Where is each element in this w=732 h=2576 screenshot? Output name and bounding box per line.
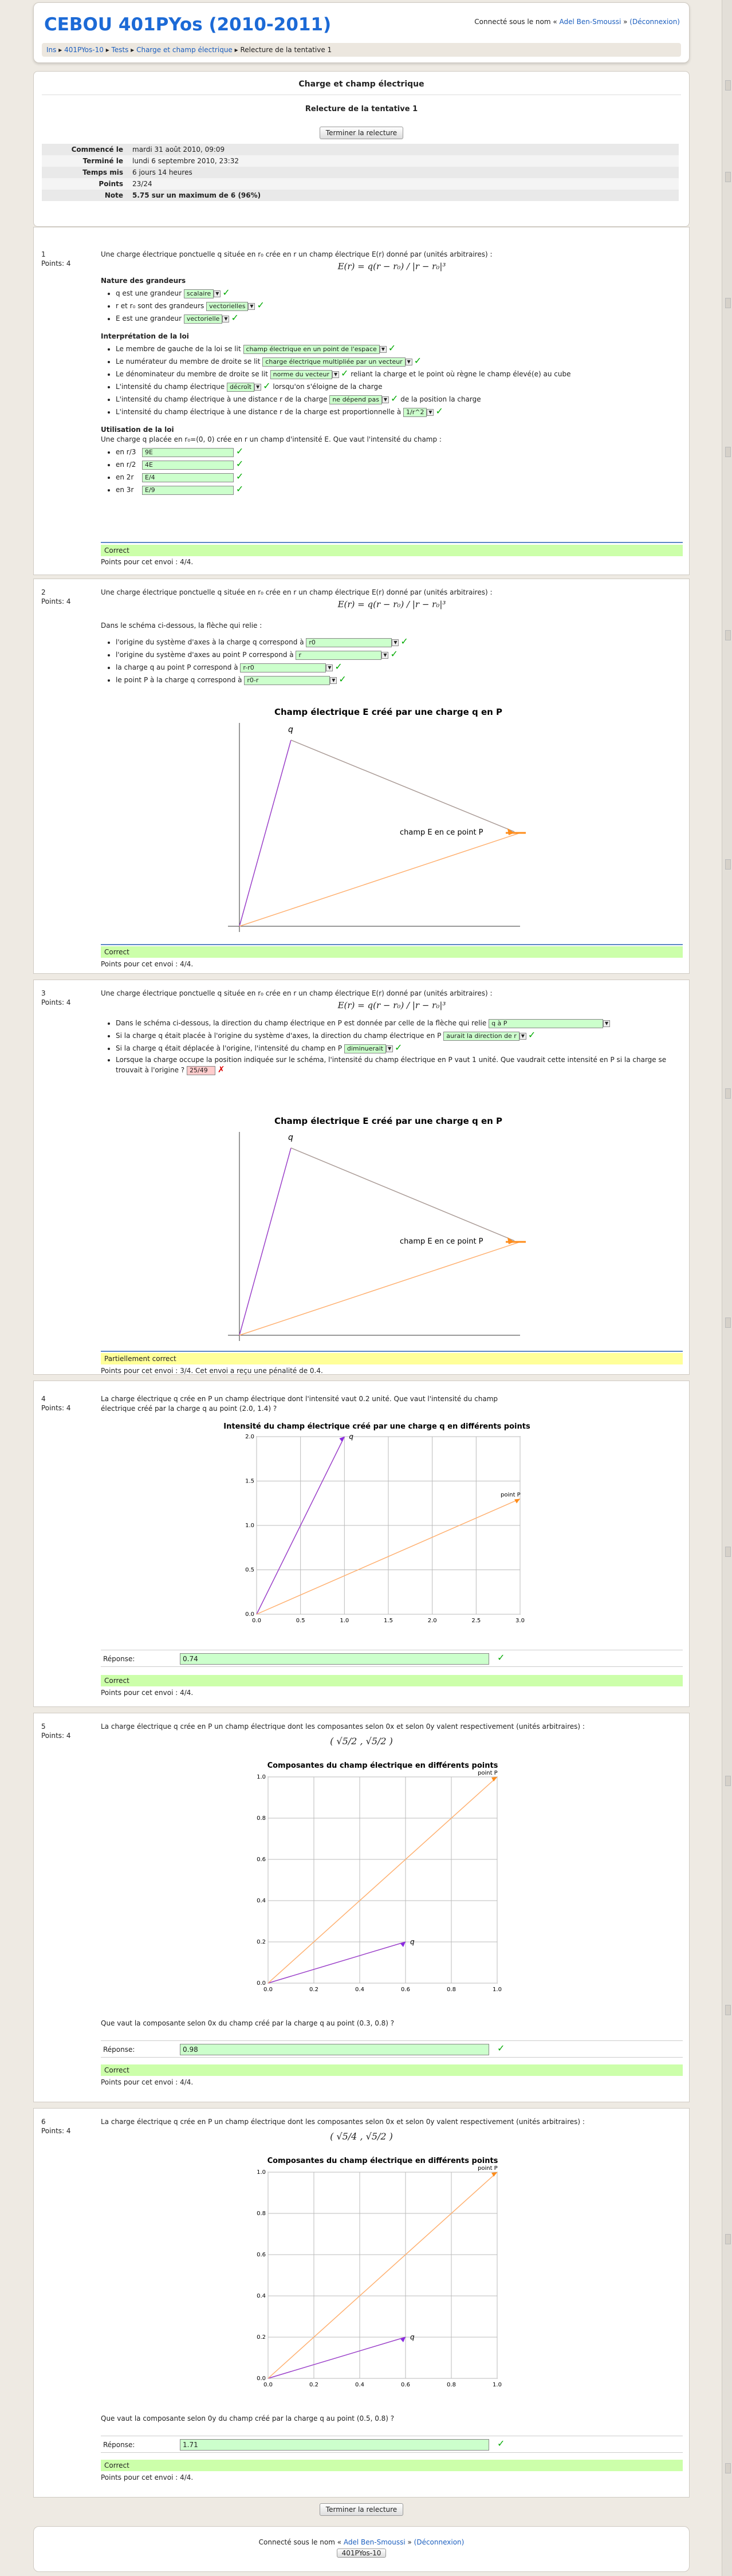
item-text: de la position la charge <box>400 395 481 403</box>
field-diagram-q3 <box>217 1115 560 1344</box>
summary-box <box>33 71 690 227</box>
component-x: √5/2 <box>336 1736 357 1747</box>
check-icon: ✓ <box>435 406 443 416</box>
answer-row <box>101 2040 683 2058</box>
y-tick-label: 0.2 <box>257 2334 266 2341</box>
list-item <box>116 288 683 298</box>
component-x: √5/4 <box>336 2131 357 2142</box>
arrow-r0 <box>239 740 291 926</box>
answer-select[interactable]: r <box>296 651 381 660</box>
list-item <box>116 649 683 660</box>
item-text: L'intensité du champ électrique <box>116 383 225 391</box>
label-q: q <box>288 725 293 734</box>
field-components-chart <box>217 2156 537 2397</box>
list-item <box>116 1043 683 1053</box>
check-icon: ✓ <box>334 661 343 672</box>
check-icon: ✓ <box>235 446 244 457</box>
summary-value: lundi 6 septembre 2010, 23:32 <box>132 157 239 165</box>
divider <box>101 1351 683 1352</box>
list-item <box>116 1030 683 1041</box>
review-title: Relecture de la tentative 1 <box>305 105 418 113</box>
question-points: Points: 4 <box>41 2127 71 2135</box>
chevron-down-icon[interactable]: ▼ <box>392 639 399 646</box>
answer-select[interactable]: q à P <box>489 1019 603 1028</box>
chevron-down-icon[interactable]: ▼ <box>254 384 261 391</box>
chevron-down-icon[interactable]: ▼ <box>380 346 387 353</box>
question-number: 4 <box>41 1395 46 1403</box>
divider <box>101 944 683 945</box>
label-q: q <box>410 1938 415 1946</box>
answer-row <box>101 1650 683 1667</box>
list-item <box>116 471 683 482</box>
y-tick-label: 0.4 <box>257 1898 266 1904</box>
question-intro: Une charge électrique ponctuelle q située en r₀ crée en r un champ électrique E(r) donné par (unités arbitraires) : <box>101 250 493 258</box>
chevron-down-icon[interactable]: ▼ <box>214 290 221 297</box>
item-text: la charge q au point P correspond à <box>116 663 238 671</box>
site-title: CEBOU 401PYos (2010-2011) <box>44 14 332 35</box>
y-tick-label: 0.6 <box>257 2252 266 2258</box>
question-text: La charge électrique q crée en P un champ électrique dont les composantes selon 0x et selon 0y valent respectivement (unités arbitraires) : <box>101 2118 585 2126</box>
question-number-area <box>41 250 71 268</box>
item-text: Si la charge q était placée à l'origine du système d'axes, la direction du champ électrique en P <box>116 1032 442 1040</box>
x-tick-label: 0.8 <box>447 1987 456 1993</box>
question-number: 5 <box>41 1722 46 1731</box>
question-6 <box>33 2108 690 2498</box>
schema-text: Dans le schéma ci-dessous, la flèche qui relie : <box>101 622 262 630</box>
answer-select[interactable]: norme du vecteur <box>270 370 332 379</box>
x-tick-label: 0.6 <box>401 1987 410 1993</box>
check-icon: ✓ <box>263 380 271 391</box>
x-tick-label: 0.6 <box>401 2382 410 2388</box>
x-tick-label: 0.0 <box>263 1987 273 1993</box>
breadcrumb-tests[interactable]: Tests <box>111 46 129 54</box>
x-tick-label: 0.4 <box>355 2382 364 2388</box>
label-P: champ E en ce point P <box>400 828 483 837</box>
check-icon: ✓ <box>395 1042 403 1053</box>
answer-select[interactable]: aurait la direction de r <box>443 1032 520 1041</box>
breadcrumb-course[interactable]: 401PYos-10 <box>64 46 104 54</box>
x-tick-label: 0.5 <box>296 1618 305 1624</box>
finish-review-button-top[interactable]: Terminer la relecture <box>320 127 403 139</box>
chevron-down-icon[interactable]: ▼ <box>381 652 388 659</box>
answer-input[interactable]: 4E <box>142 461 234 470</box>
list-item <box>116 459 683 470</box>
y-tick-label: 0.2 <box>257 1939 266 1945</box>
label-q: q <box>349 1433 353 1441</box>
x-tick-label: 0.8 <box>447 2382 456 2388</box>
answer-input[interactable]: 1.71 <box>180 2439 489 2451</box>
item-text: q est une grandeur <box>116 289 182 297</box>
x-tick-label: 2.5 <box>471 1618 481 1624</box>
breadcrumb-quiz[interactable]: Charge et champ électrique <box>136 46 233 54</box>
check-icon: ✓ <box>235 483 244 494</box>
question-number: 3 <box>41 989 46 997</box>
arrow-r <box>239 833 520 926</box>
question-3 <box>33 980 690 1375</box>
vector-components: ( √5/2 , √5/2 ) <box>330 1736 393 1747</box>
y-tick-label: 1.0 <box>245 1523 254 1529</box>
marks: Points pour cet envoi : 3/4. Cet envoi a reçu une pénalité de 0.4. <box>101 1367 323 1375</box>
y-tick-label: 0.6 <box>257 1857 266 1863</box>
item-text: l'origine du système d'axes au point P correspond à <box>116 651 294 659</box>
y-tick-label: 2.0 <box>245 1434 254 1440</box>
label-q: q <box>410 2333 415 2341</box>
item-text: r et r₀ sont des grandeurs <box>116 302 204 310</box>
item-text: reliant la charge et le point où règne le champ élevé(e) au cube <box>351 370 571 378</box>
question-content <box>101 989 683 1077</box>
feedback-correct: Correct <box>101 545 683 556</box>
chevron-down-icon[interactable]: ▼ <box>326 664 333 671</box>
chevron-down-icon[interactable]: ▼ <box>332 371 339 378</box>
answer-input[interactable]: 0.98 <box>180 2044 489 2055</box>
summary-table <box>42 144 679 201</box>
check-icon: ✓ <box>257 300 265 310</box>
field-intensity-chart <box>217 1422 537 1639</box>
check-icon: ✓ <box>497 2043 505 2054</box>
list-item <box>116 356 683 367</box>
item-text: Le numérateur du membre de droite se lit <box>116 357 261 365</box>
breadcrumb-ins[interactable]: Ins <box>46 46 57 54</box>
logout-link[interactable]: (Déconnexion) <box>629 18 680 26</box>
label-P: champ E en ce point P <box>400 1237 483 1246</box>
answer-select[interactable]: décroît <box>227 383 254 392</box>
footer-user-link[interactable]: Adel Ben-Smoussi <box>343 2538 406 2546</box>
summary-value: 23/24 <box>132 180 152 188</box>
field-components-chart <box>217 1761 537 2001</box>
list-item <box>116 368 683 379</box>
item-text: l'origine du système d'axes à la charge q correspond à <box>116 638 304 646</box>
answer-select[interactable]: r0 <box>306 638 392 647</box>
x-tick-label: 0.0 <box>252 1618 261 1624</box>
right-scroll-strip[interactable] <box>722 0 732 2576</box>
chevron-down-icon[interactable]: ▼ <box>222 316 229 323</box>
footer-login: Connecté sous le nom « Adel Ben-Smoussi » (Déconnexion) <box>258 2538 465 2546</box>
answer-input[interactable]: 25/49 <box>187 1066 215 1075</box>
check-icon: ✓ <box>388 343 396 353</box>
question-points: Points: 4 <box>41 259 71 268</box>
marks: Points pour cet envoi : 4/4. <box>101 558 194 566</box>
item-text: Le membre de gauche de la loi se lit <box>116 345 241 353</box>
item-text: Lorsque la charge occupe la position indiquée sur le schéma, l'intensité du champ électrique en P vaut 1 unité. Que vaudrait cette intensité en P si la charge se trouvait à l'origine ? <box>116 1056 667 1074</box>
footer-logout-link[interactable]: (Déconnexion) <box>414 2538 465 2546</box>
x-tick-label: 3.0 <box>515 1618 525 1624</box>
divider <box>101 542 683 543</box>
answer-select[interactable]: champ électrique en un point de l'espace <box>243 345 380 354</box>
arrow-r-r0 <box>291 740 514 832</box>
y-tick-label: 0.0 <box>257 1980 266 1987</box>
x-tick-label: 1.0 <box>493 2382 502 2388</box>
question-number: 6 <box>41 2118 46 2126</box>
chart-title: Intensité du champ électrique créé par une charge q en différents points <box>223 1422 530 1431</box>
chevron-down-icon[interactable]: ▼ <box>406 359 412 365</box>
use-intro: Une charge q placée en r₀=(0, 0) crée en r un champ d'intensité E. Que vaut l'intensité du champ : <box>101 435 442 443</box>
answer-select[interactable]: 1/r^2 <box>403 408 427 417</box>
question-4 <box>33 1381 690 1707</box>
question-text: La charge électrique q crée en P un champ électrique dont l'intensité vaut 0.2 unité. Que vaut l'intensité du champ électrique créé par la charge q au point (2.0, 1.4) ? <box>101 1395 498 1413</box>
chevron-down-icon[interactable]: ▼ <box>248 303 255 310</box>
item-text: en r/3 <box>116 448 136 456</box>
list-item <box>116 381 683 392</box>
list-item <box>116 313 683 324</box>
check-icon: ✓ <box>390 393 399 404</box>
chevron-down-icon[interactable]: ▼ <box>330 677 337 684</box>
component-y: √5/2 <box>365 2131 387 2142</box>
x-tick-label: 2.0 <box>427 1618 437 1624</box>
check-icon: ✓ <box>497 1652 505 1663</box>
question-intro: Une charge électrique ponctuelle q située en r₀ crée en r un champ électrique E(r) donné par (unités arbitraires) : <box>101 989 493 997</box>
x-tick-label: 0.4 <box>355 1987 364 1993</box>
answer-select[interactable]: r-r0 <box>240 663 326 672</box>
chevron-down-icon[interactable]: ▼ <box>382 396 389 403</box>
list-item <box>116 1018 683 1028</box>
feedback-correct: Correct <box>101 1675 683 1686</box>
page-title: Charge et champ électrique <box>298 80 424 89</box>
question-number: 2 <box>41 588 46 596</box>
breadcrumb: Ins ▸ 401PYos-10 ▸ Tests ▸ Charge et champ électrique ▸ Relecture de la tentative 1 <box>42 43 681 57</box>
item-text: L'intensité du champ électrique à une distance r de la charge <box>116 395 328 403</box>
formula: E(r) = q(r − r₀) / |r − r₀|³ <box>337 261 446 272</box>
label-P: point P <box>478 2165 498 2172</box>
x-tick-label: 0.2 <box>309 2382 318 2388</box>
login-info: Connecté sous le nom « Adel Ben-Smoussi » (Déconnexion) <box>474 18 680 26</box>
section-heading: Nature des grandeurs <box>101 277 186 285</box>
question-5 <box>33 1713 690 2102</box>
answer-row <box>101 2436 683 2453</box>
sub-question: Que vaut la composante selon 0y du champ créé par la charge q au point (0.5, 0.8) ? <box>101 2414 395 2422</box>
component-y: √5/2 <box>365 1736 387 1747</box>
chevron-down-icon[interactable]: ▼ <box>603 1020 610 1027</box>
y-tick-label: 0.5 <box>245 1567 254 1574</box>
x-tick-label: 1.0 <box>493 1987 502 1993</box>
feedback-correct: Correct <box>101 2460 683 2471</box>
section-heading: Utilisation de la loi <box>101 426 174 434</box>
question-number: 1 <box>41 250 46 258</box>
answer-select[interactable]: diminuerait <box>344 1044 386 1053</box>
chevron-down-icon[interactable]: ▼ <box>520 1033 526 1040</box>
x-tick-label: 1.0 <box>340 1618 349 1624</box>
answer-input[interactable]: 9E <box>142 448 234 457</box>
list-item <box>116 446 683 457</box>
list-item <box>116 343 683 354</box>
list-item <box>116 300 683 311</box>
answer-select[interactable]: vectorielle <box>184 314 223 324</box>
feedback-correct: Correct <box>101 2064 683 2076</box>
finish-review-button-bottom[interactable]: Terminer la relecture <box>320 2503 403 2516</box>
x-tick-label: 1.5 <box>384 1618 393 1624</box>
answer-label: Réponse: <box>103 1655 135 1663</box>
footer-course-button[interactable]: 401PYos-10 <box>337 2549 387 2558</box>
question-content <box>101 250 683 497</box>
page-header <box>33 2 690 63</box>
y-tick-label: 0.4 <box>257 2293 266 2299</box>
item-text: en 3r <box>116 486 134 494</box>
y-tick-label: 0.0 <box>245 1611 254 1618</box>
question-number-area <box>41 1394 71 1413</box>
field-diagram-q2 <box>217 706 560 935</box>
breadcrumb-current: Relecture de la tentative 1 <box>240 46 332 54</box>
y-tick-label: 1.0 <box>257 1774 266 1780</box>
list-item <box>116 1055 683 1075</box>
user-link[interactable]: Adel Ben-Smoussi <box>559 18 621 26</box>
question-1 <box>33 227 690 575</box>
marks: Points pour cet envoi : 4/4. <box>101 2473 194 2481</box>
answer-input[interactable]: 0.74 <box>180 1653 489 1665</box>
item-text: lorsqu'on s'éloigne de la charge <box>273 383 383 391</box>
question-points: Points: 4 <box>41 1404 71 1412</box>
item-text: E est une grandeur <box>116 314 182 323</box>
item-text: Si la charge q était déplacée à l'origine, l'intensité du champ en P <box>116 1044 343 1052</box>
vector-components: ( √5/4 , √5/2 ) <box>330 2131 393 2142</box>
y-tick-label: 1.0 <box>257 2169 266 2176</box>
cross-icon: ✗ <box>217 1064 225 1075</box>
sub-question: Que vaut la composante selon 0x du champ créé par la charge q au point (0.3, 0.8) ? <box>101 2019 395 2027</box>
answer-select[interactable]: ne dépend pas <box>329 395 382 404</box>
answer-select[interactable]: charge électrique multipliée par un vecteur <box>262 357 405 367</box>
list-item <box>116 636 683 647</box>
summary-value: 6 jours 14 heures <box>132 168 192 176</box>
summary-value: 5.75 sur un maximum de 6 (96%) <box>132 191 261 199</box>
label-P: point P <box>501 1492 521 1499</box>
question-number-area <box>41 588 71 606</box>
list-item <box>116 484 683 495</box>
check-icon: ✓ <box>222 287 230 298</box>
answer-select[interactable]: vectorielles <box>206 302 248 311</box>
question-intro: Une charge électrique ponctuelle q située en r₀ crée en r un champ électrique E(r) donné par (unités arbitraires) : <box>101 588 493 596</box>
marks: Points pour cet envoi : 4/4. <box>101 2078 194 2086</box>
y-tick-label: 1.5 <box>245 1478 254 1485</box>
check-icon: ✓ <box>390 648 398 659</box>
summary-label: Temps mis <box>82 168 123 176</box>
answer-input[interactable]: E/9 <box>142 486 234 495</box>
item-text: en r/2 <box>116 461 136 469</box>
list-item <box>116 406 683 417</box>
x-tick-label: 0.0 <box>263 2382 273 2388</box>
chart-title: Champ électrique E créé par une charge q en P <box>274 1116 503 1126</box>
question-number-area <box>41 989 71 1007</box>
arrow-r <box>239 1242 520 1335</box>
summary-label: Note <box>104 191 123 199</box>
question-text: La charge électrique q crée en P un champ électrique dont les composantes selon 0x et selon 0y valent respectivement (unités arbitraires) : <box>101 1722 585 1731</box>
check-icon: ✓ <box>414 355 422 366</box>
summary-label: Commencé le <box>71 145 123 154</box>
list-item <box>116 662 683 672</box>
feedback-correct: Correct <box>101 946 683 958</box>
arrow-r0 <box>239 1148 291 1335</box>
check-icon: ✓ <box>231 312 239 323</box>
answer-select[interactable]: scalaire <box>184 289 214 298</box>
summary-label: Terminé le <box>82 157 123 165</box>
y-tick-label: 0.8 <box>257 1815 266 1822</box>
check-icon: ✓ <box>235 458 244 469</box>
formula: E(r) = q(r − r₀) / |r − r₀|³ <box>337 599 446 609</box>
label-P: point P <box>478 1770 498 1776</box>
section-heading: Interprétation de la loi <box>101 332 189 340</box>
question-points: Points: 4 <box>41 998 71 1006</box>
answer-input[interactable]: E/4 <box>142 473 234 482</box>
check-icon: ✓ <box>339 674 347 685</box>
x-tick-label: 0.2 <box>309 1987 318 1993</box>
answer-select[interactable]: r0-r <box>244 676 330 685</box>
label-q: q <box>288 1133 293 1142</box>
item-text: en 2r <box>116 473 134 481</box>
item-text: Dans le schéma ci-dessous, la direction du champ électrique en P est donnée par celle de la flèche qui relie <box>116 1019 487 1027</box>
y-tick-label: 0.0 <box>257 2376 266 2382</box>
feedback-partial: Partiellement correct <box>101 1353 683 1364</box>
question-points: Points: 4 <box>41 1732 71 1740</box>
item-text: Le dénominateur du membre de droite se lit <box>116 370 268 378</box>
chart-title: Composantes du champ électrique en différents points <box>267 2157 498 2165</box>
check-icon: ✓ <box>341 368 349 379</box>
question-2 <box>33 579 690 974</box>
list-item <box>116 394 683 404</box>
question-content <box>101 588 683 687</box>
check-icon: ✓ <box>400 636 408 647</box>
item-text: L'intensité du champ électrique à une distance r de la charge est proportionnelle à <box>116 408 402 416</box>
question-points: Points: 4 <box>41 597 71 605</box>
summary-value: mardi 31 août 2010, 09:09 <box>132 145 225 154</box>
chart-title: Composantes du champ électrique en différents points <box>267 1761 498 1770</box>
summary-label: Points <box>99 180 123 188</box>
formula: E(r) = q(r − r₀) / |r − r₀|³ <box>337 1000 446 1010</box>
y-tick-label: 0.8 <box>257 2211 266 2217</box>
marks: Points pour cet envoi : 4/4. <box>101 1689 194 1697</box>
check-icon: ✓ <box>235 471 244 482</box>
marks: Points pour cet envoi : 4/4. <box>101 960 194 968</box>
chart-title: Champ électrique E créé par une charge q en P <box>274 707 503 717</box>
answer-label: Réponse: <box>103 2441 135 2449</box>
answer-label: Réponse: <box>103 2046 135 2054</box>
chevron-down-icon[interactable]: ▼ <box>427 409 434 416</box>
arrow-r-r0 <box>291 1148 514 1241</box>
item-text: le point P à la charge q correspond à <box>116 676 242 684</box>
check-icon: ✓ <box>528 1029 536 1040</box>
chevron-down-icon[interactable]: ▼ <box>386 1045 393 1052</box>
check-icon: ✓ <box>497 2438 505 2449</box>
list-item <box>116 674 683 685</box>
page-footer <box>33 2526 690 2572</box>
